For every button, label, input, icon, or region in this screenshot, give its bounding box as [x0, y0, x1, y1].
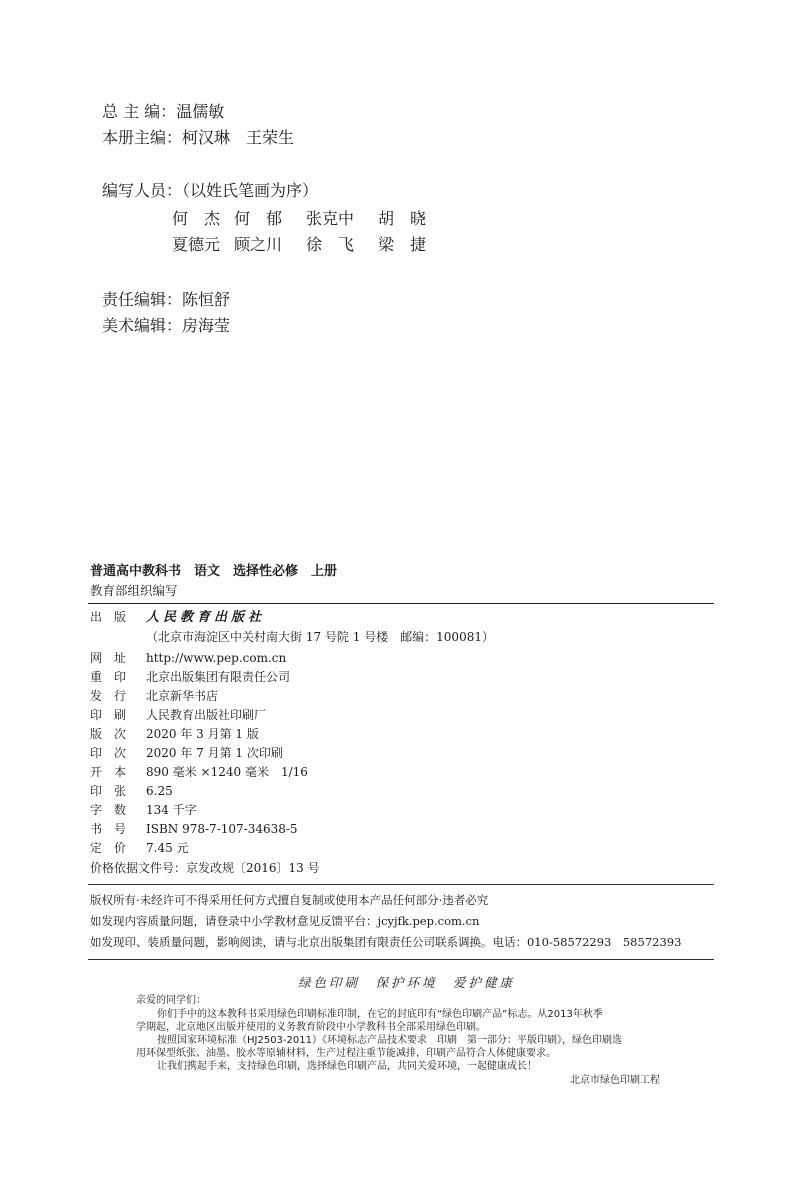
price-basis: 价格依据文件号：京发改规〔2016〕13 号 — [90, 861, 320, 875]
writer-name: 胡 晓 — [378, 209, 427, 228]
copyright-notice: 版权所有·未经许可不得采用任何方式擅自复制或使用本产品任何部分·违者必究 — [90, 893, 489, 907]
imprint-row-website: 网 址 http://www.pep.com.cn — [90, 651, 287, 665]
imprint-row-isbn: 书 号 ISBN 978-7-107-34638-5 — [90, 822, 298, 836]
print-feedback-notice: 如发现印、装质量问题，影响阅读，请与北京出版集团有限责任公司联系调换。电话：010-58572293 58572393 — [90, 935, 682, 949]
art-editor-label: 美术编辑： — [102, 316, 183, 335]
writers-note: （以姓氏笔画为序） — [182, 181, 319, 200]
responsible-editor-line — [102, 287, 230, 310]
chief-editor-line — [102, 99, 224, 122]
writer-name: 张克中 — [306, 209, 355, 228]
imprint-row-price: 定 价 7.45 元 — [90, 841, 189, 855]
publisher-address: （北京市海淀区中关村南大街 17 号院 1 号楼 邮编：100081） — [146, 630, 494, 644]
green-top-rule — [88, 959, 714, 960]
green-signature: 北京市绿色印刷工程 — [570, 1075, 660, 1086]
art-editor-line — [102, 313, 230, 336]
publisher-label: 出 版 — [90, 610, 127, 624]
green-paragraph-line: 你们手中的这本教科书采用绿色印刷标准印制，在它的封底印有“绿色印刷产品”标志。从2013年秋季 — [157, 1009, 603, 1020]
art-editor-name: 房海莹 — [182, 316, 231, 335]
imprint-row-impression: 印 次 2020 年 7 月第 1 次印刷 — [90, 746, 283, 760]
responsible-editor-label: 责任编辑： — [102, 290, 183, 309]
writers-row-2 — [172, 232, 450, 255]
imprint-row-reprint: 重 印 北京出版集团有限责任公司 — [90, 670, 291, 684]
volume-editor-label: 本册主编： — [102, 128, 183, 147]
chief-editor-name: 温儒敏 — [176, 102, 225, 121]
volume-editor-line — [102, 125, 294, 148]
green-paragraph-line: 用环保型纸张、油墨、胶水等原辅材料，生产过程注重节能减排，印刷产品符合人体健康要求。 — [136, 1048, 556, 1059]
green-paragraph-line: 按照国家环境标准（HJ2503-2011）《环境标志产品技术要求 印刷 第一部分：平版印刷》，绿色印刷选 — [157, 1035, 622, 1046]
green-paragraph-line: 学期起，北京地区出版并使用的义务教育阶段中小学教科书全部采用绿色印刷。 — [136, 1022, 486, 1033]
notice-top-rule — [88, 884, 714, 885]
imprint-row-word-count: 字 数 134 千字 — [90, 803, 197, 817]
imprint-row-format: 开 本 890 毫米 ×1240 毫米 1/16 — [90, 765, 308, 779]
writers-label: 编写人员： — [102, 181, 183, 200]
volume-editor-names: 柯汉琳 王荣生 — [182, 128, 295, 147]
writer-name: 徐 飞 — [306, 235, 355, 254]
imprint-row-printing: 印 刷 人民教育出版社印刷厂 — [90, 708, 267, 722]
imprint-row-distribution: 发 行 北京新华书店 — [90, 689, 219, 703]
green-paragraph-line: 让我们携起手来，支持绿色印刷，选择绿色印刷产品，共同关爱环境，一起健康成长！ — [157, 1061, 537, 1072]
green-printing-heading: 绿色印刷 保护环境 爱护健康 — [298, 975, 516, 990]
content-feedback-notice: 如发现内容质量问题，请登录中小学教材意见反馈平台：jcyjfk.pep.com.cn — [90, 914, 480, 928]
writers-line — [102, 178, 318, 201]
writer-name: 何 郁 — [234, 209, 283, 228]
writers-row-1 — [172, 206, 450, 229]
imprint-row-sheets: 印 张 6.25 — [90, 784, 173, 798]
writer-name: 夏德元 — [172, 235, 221, 254]
writer-name: 顾之川 — [234, 235, 283, 254]
imprint-row-edition: 版 次 2020 年 3 月第 1 版 — [90, 727, 259, 741]
green-greeting: 亲爱的同学们： — [136, 995, 206, 1006]
publisher-logo: 人民教育出版社 — [146, 610, 266, 625]
responsible-editor-name: 陈恒舒 — [182, 290, 231, 309]
writer-name: 何 杰 — [172, 209, 221, 228]
imprint-top-rule — [88, 603, 714, 604]
book-title: 普通高中教科书 语文 选择性必修 上册 — [90, 564, 338, 579]
chief-editor-label: 总 主 编： — [102, 102, 177, 121]
publisher-row — [90, 608, 265, 626]
writer-name: 梁 捷 — [378, 235, 427, 254]
compiled-by: 教育部组织编写 — [90, 583, 178, 598]
